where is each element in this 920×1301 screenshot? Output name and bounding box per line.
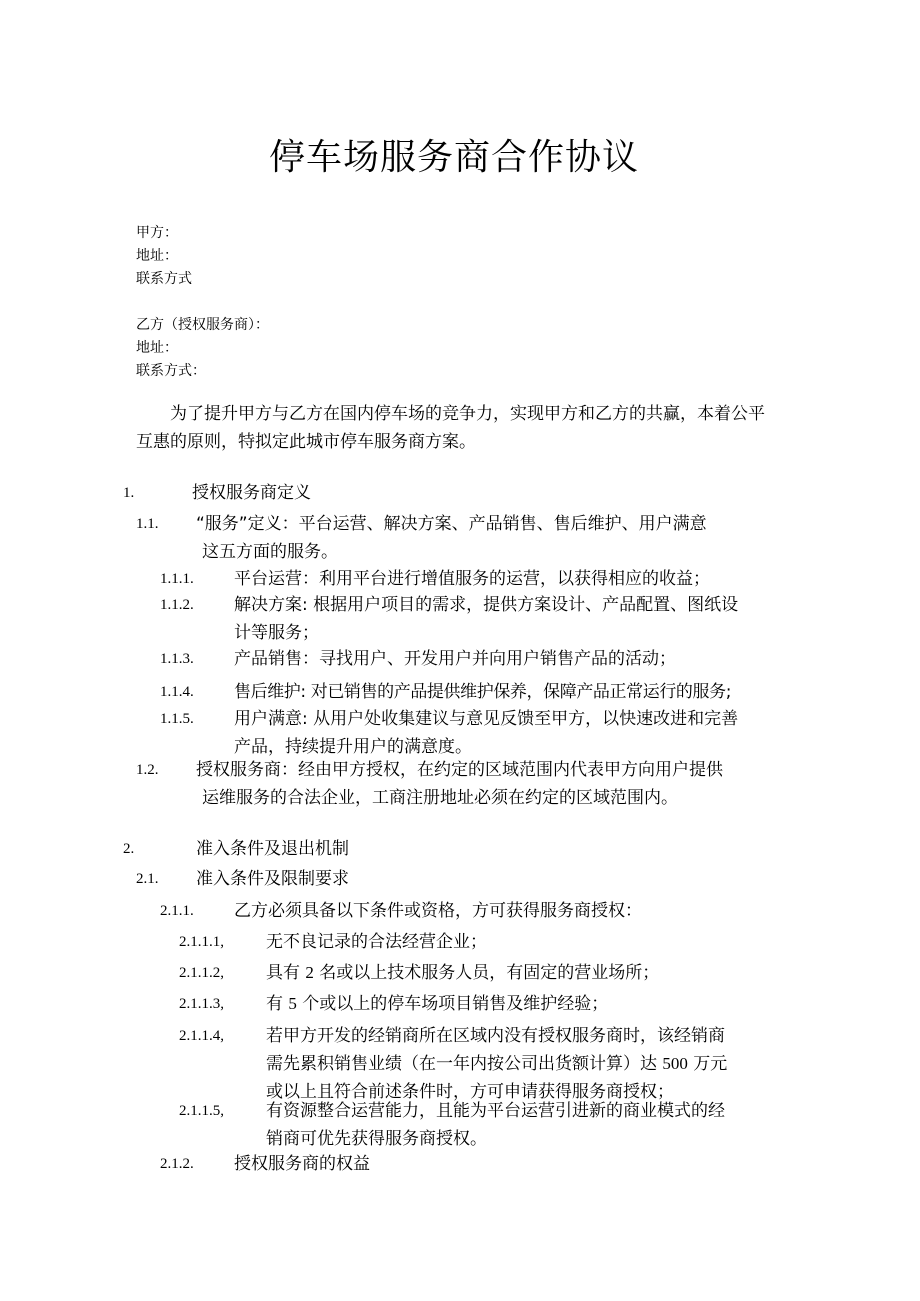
clause-text: 无不良记录的合法经营企业；: [266, 932, 487, 952]
clause-number: 2.1.1.: [160, 903, 194, 919]
clause-line: 产品销售：寻找用户、开发用户并向用户销售产品的活动；: [234, 649, 676, 669]
clause-segment: 名或以上技术服务人员，有固定的营业场所；: [313, 963, 660, 983]
clause-number: 2.1.1.2,: [179, 965, 224, 981]
clause-text: [196, 510, 707, 566]
clause-number: 1.1.2.: [160, 597, 194, 613]
clause-line: 运维服务的合法企业，工商注册地址必须在约定的区域范围内。: [202, 788, 678, 808]
clause-text: [266, 990, 608, 1018]
clause-text: [234, 565, 710, 593]
clause-number: 1.1.3.: [160, 651, 194, 667]
document-title: 停车场服务商合作协议: [268, 137, 639, 178]
section-heading: 授权服务商定义: [192, 483, 311, 503]
clause-number: 1.1.5.: [160, 711, 194, 727]
clause-text: [234, 591, 738, 647]
clause-number: 1.1.: [136, 516, 159, 532]
clause-line: 售后维护: 对已销售的产品提供维护保养，保障产品正常运行的服务;: [234, 682, 732, 702]
clause-line: 或以上且符合前述条件时，方可申请获得服务商授权；: [266, 1082, 674, 1102]
intro-paragraph: 为了提升甲方与乙方在国内停车场的竞争力，实现甲方和乙方的共赢，本着公平互惠的原则，特拟定此城市停车服务商方案。: [136, 404, 765, 452]
clause-line: 若甲方开发的经销商所在区域内没有授权服务商时，该经销商: [266, 1026, 725, 1046]
clause-number-value: 5: [288, 994, 297, 1013]
clause-text: [196, 756, 723, 812]
clause-line: 平台运营：利用平台进行增值服务的运营，以获得相应的收益；: [234, 569, 710, 589]
clause-number: 2.1.: [136, 871, 159, 887]
clause-number: 2.1.1.1,: [179, 934, 224, 950]
clause-text: [234, 678, 731, 706]
clause-text: [266, 959, 659, 987]
clause-text: 授权服务商的权益: [234, 1154, 370, 1174]
clause-number-value: 2: [305, 963, 314, 982]
clause-line: 授权服务商：经由甲方授权，在约定的区域范围内代表甲方向用户提供: [196, 760, 723, 780]
clause-segment: 有: [266, 994, 289, 1014]
clause-number: 2.1.1.4,: [179, 1028, 224, 1044]
clause-number: 2.1.2.: [160, 1156, 194, 1172]
clause-number-value: 500: [662, 1054, 688, 1073]
clause-line: 用户满意: 从用户处收集建议与意见反馈至甲方，以快速改进和完善: [234, 709, 739, 729]
clause-segment: 具有: [266, 963, 306, 983]
section-number: 2.: [123, 841, 135, 857]
clause-segment: 万元: [687, 1054, 728, 1074]
clause-line: 有资源整合运营能力，且能为平台运营引进新的商业模式的经: [266, 1101, 725, 1121]
clause-line: “服务”定义：平台运营、解决方案、产品销售、售后维护、用户满意: [196, 514, 707, 534]
clause-segment: 个或以上的停车场项目销售及维护经验；: [296, 994, 609, 1014]
party-b-contact-label: 联系方式：: [136, 363, 206, 379]
party-a-address-label: 地址：: [136, 248, 178, 264]
clause-number: 1.1.1.: [160, 571, 194, 587]
clause-number: 2.1.1.5,: [179, 1103, 224, 1119]
clause-text: 准入条件及限制要求: [196, 869, 349, 889]
clause-line: 计等服务；: [234, 623, 319, 643]
clause-text: 乙方必须具备以下条件或资格，方可获得服务商授权：: [234, 901, 642, 921]
clause-text: [234, 705, 738, 761]
clause-line: 销商可优先获得服务商授权。: [266, 1129, 487, 1149]
party-b-name-label: 乙方（授权服务商）：: [136, 317, 269, 333]
section-number: 1.: [123, 485, 135, 501]
section-heading: 准入条件及退出机制: [196, 839, 349, 859]
clause-segment: 需先累积销售业绩（在一年内按公司出货额计算）达: [266, 1054, 663, 1074]
clause-text: [266, 1022, 727, 1106]
party-b-address-label: 地址：: [136, 340, 178, 356]
clause-number: 1.2.: [136, 762, 159, 778]
clause-text: [266, 1097, 725, 1153]
clause-line: 这五方面的服务。: [202, 542, 338, 562]
clause-line: 产品，持续提升用户的满意度。: [234, 737, 472, 757]
party-a-contact-label: 联系方式: [136, 271, 192, 287]
clause-number: 2.1.1.3,: [179, 996, 224, 1012]
clause-line: [266, 1050, 727, 1078]
clause-line: 解决方案: 根据用户项目的需求，提供方案设计、产品配置、图纸设: [234, 595, 739, 615]
clause-number: 1.1.4.: [160, 684, 194, 700]
clause-text: [234, 645, 676, 673]
party-a-name-label: 甲方：: [136, 225, 178, 241]
